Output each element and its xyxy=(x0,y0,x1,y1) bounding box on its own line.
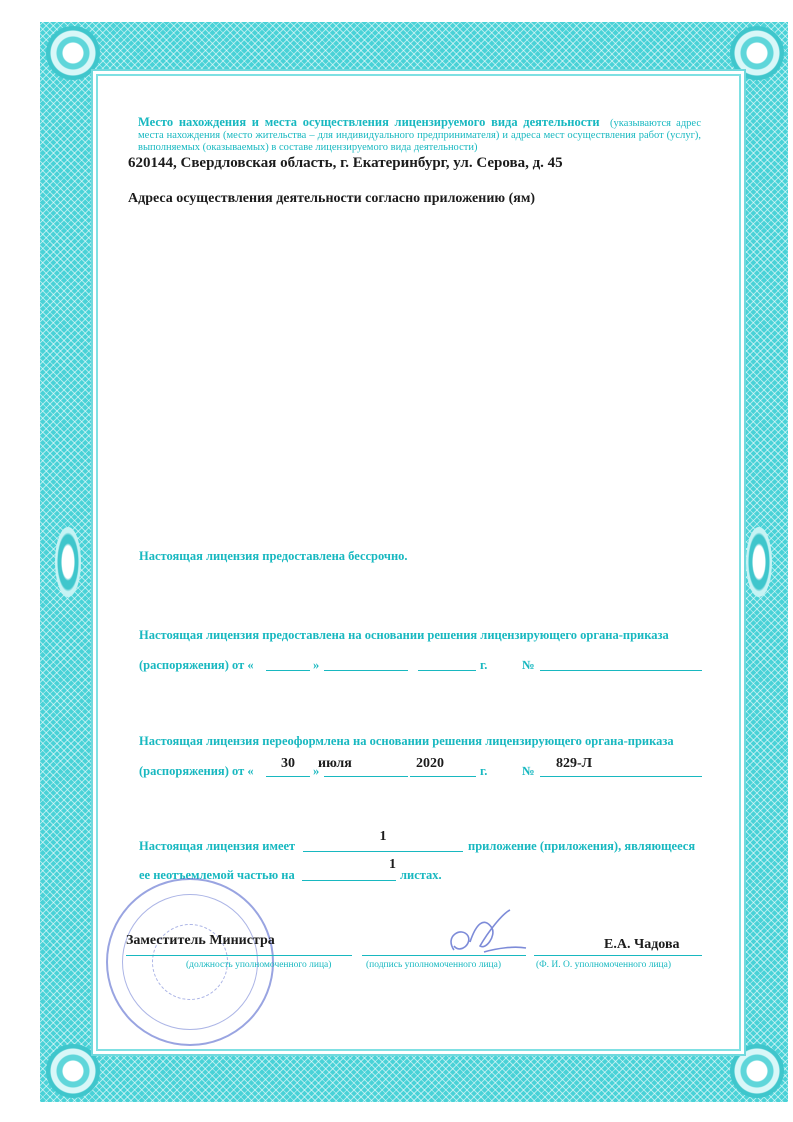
caption-name: (Ф. И. О. уполномоченного лица) xyxy=(536,960,671,970)
appendix-count-field xyxy=(303,851,463,852)
appendix-sheets-field xyxy=(302,880,396,881)
side-ornament-left xyxy=(55,527,81,597)
reissued-number: 829-Л xyxy=(556,756,593,771)
appendix-line-2-suffix: листах. xyxy=(400,868,442,882)
reissued-year-field xyxy=(410,776,476,777)
reissued-line-1: Настоящая лицензия переоформлена на основании решения лицензирующего органа-приказа xyxy=(139,734,674,748)
corner-ornament-bottom-left xyxy=(46,1044,100,1098)
granted-day-field xyxy=(266,670,310,671)
corner-ornament-top-left xyxy=(46,26,100,80)
reissued-year-suffix: г. xyxy=(480,764,488,778)
reissued-month-field xyxy=(324,776,408,777)
reissued-month: июля xyxy=(318,756,352,771)
corner-ornament-bottom-right xyxy=(730,1044,784,1098)
granted-year-suffix: г. xyxy=(480,658,488,672)
reissued-quote-close: » xyxy=(313,764,320,778)
side-ornament-right xyxy=(746,527,772,597)
reissued-line-2-prefix: (распоряжения) от « xyxy=(139,764,254,778)
granted-line-2-prefix: (распоряжения) от « xyxy=(139,658,254,672)
corner-ornament-top-right xyxy=(730,26,784,80)
granted-quote-close: » xyxy=(313,658,320,672)
handwritten-signature xyxy=(440,906,530,962)
signatory-name: Е.А. Чадова xyxy=(604,937,680,952)
granted-line-1: Настоящая лицензия предоставлена на основании решения лицензирующего органа-приказа xyxy=(139,628,669,642)
appendix-address-note: Адреса осуществления деятельности согласно приложению (ям) xyxy=(128,191,536,206)
signatory-position: Заместитель Министра xyxy=(126,933,275,948)
appendix-line-1-suffix: приложение (приложения), являющееся xyxy=(468,839,696,853)
granted-number-field xyxy=(540,670,702,671)
reissued-year: 2020 xyxy=(416,756,444,771)
appendix-line-2-prefix: ее неотъемлемой частью на xyxy=(139,868,295,882)
caption-position: (должность уполномоченного лица) xyxy=(186,960,332,970)
granted-month-field xyxy=(324,670,408,671)
address-section xyxy=(138,116,701,154)
granted-year-field xyxy=(418,670,476,671)
reissued-number-sign: № xyxy=(522,764,535,778)
reissued-day: 30 xyxy=(281,756,295,771)
reissued-day-field xyxy=(266,776,310,777)
license-term: Настоящая лицензия предоставлена бессрочно. xyxy=(139,549,408,563)
granted-number-sign: № xyxy=(522,658,535,672)
address-heading: Место нахождения и места осуществления лицензируемого вида деятельности xyxy=(138,115,600,129)
reissued-number-field xyxy=(540,776,702,777)
caption-signature: (подпись уполномоченного лица) xyxy=(366,960,502,970)
signature-field xyxy=(362,955,526,956)
license-address: 620144, Свердловская область, г. Екатеринбург, ул. Серова, д. 45 xyxy=(128,155,563,171)
appendix-sheets: 1 xyxy=(389,857,396,872)
appendix-line-1-prefix: Настоящая лицензия имеет xyxy=(139,839,296,853)
appendix-count: 1 xyxy=(379,829,387,844)
position-field xyxy=(126,955,352,956)
name-field xyxy=(534,955,702,956)
address-note: (указываются адрес места нахождения (место жительства – для индивидуального предпринимателя) и адреса мест осуществления работ (услуг), выполняемых (оказываемых) в составе лицензируемого вида деятельности) xyxy=(138,118,702,153)
